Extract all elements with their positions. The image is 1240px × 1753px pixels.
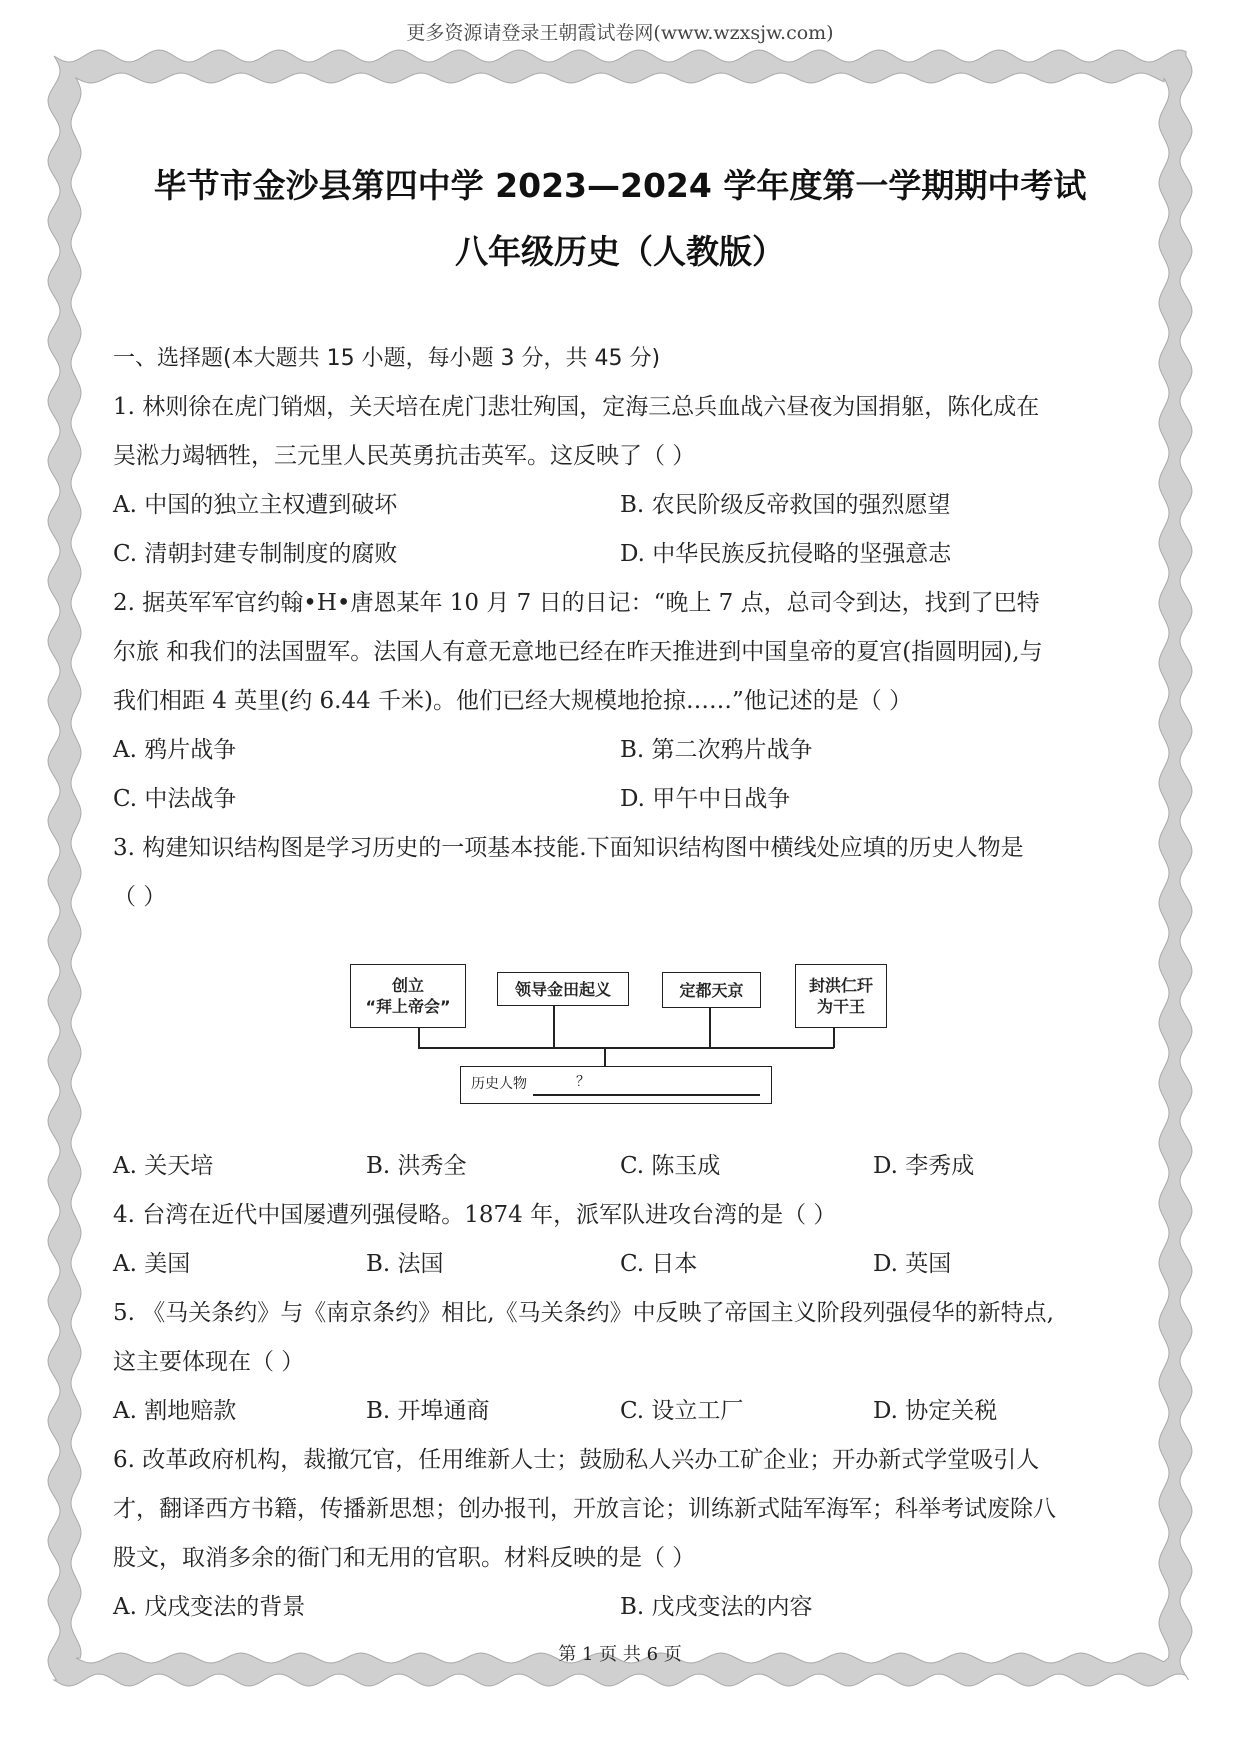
diagram-box-text: 封洪仁玕	[808, 976, 873, 995]
option-c: C. 设立工厂	[620, 1398, 744, 1424]
option-b: B. 第二次鸦片战争	[620, 737, 813, 763]
knowledge-structure-diagram	[113, 922, 1128, 1142]
option-a: A. 关天培	[113, 1153, 214, 1179]
option-b: B. 农民阶级反帝救国的强烈愿望	[620, 492, 951, 518]
diagram-answer-label: 历史人物	[471, 1076, 527, 1092]
option-a: A. 戊戌变法的背景	[113, 1594, 306, 1620]
option-b: B. 开埠通商	[366, 1398, 490, 1424]
option-a: A. 鸦片战争	[113, 737, 237, 763]
option-c: C. 中法战争	[113, 786, 237, 812]
question-1	[113, 383, 1128, 579]
question-content	[113, 334, 1128, 1632]
connector-line	[418, 1028, 420, 1048]
diagram-box-tianjing	[662, 972, 761, 1008]
diagram-answer-box	[460, 1066, 772, 1104]
diagram-question-mark: ？	[576, 1074, 590, 1090]
question-text: 才，翻译西方书籍，传播新思想；创办报刊，开放言论；训练新式陆军海军；科举考试废除八	[113, 1496, 1056, 1522]
connector-line	[553, 1006, 555, 1048]
question-text: 1. 林则徐在虎门销烟，关天培在虎门悲壮殉国，定海三总兵血战六昼夜为国捐躯，陈化成在	[113, 394, 1040, 420]
diagram-box-text: “拜上帝会”	[365, 997, 451, 1016]
header-note: 更多资源请登录王朝霞试卷网(www.wzxsjw.com)	[406, 22, 834, 44]
option-b: B. 洪秀全	[366, 1153, 467, 1179]
diagram-box-hong-rengan	[795, 964, 887, 1028]
option-b: B. 法国	[366, 1251, 444, 1277]
diagram-box-bai-shang-di-hui	[350, 964, 466, 1028]
page-footer: 第 1 页 共 6 页	[558, 1644, 682, 1665]
question-text: 6. 改革政府机构，裁撤冗官，任用维新人士；鼓励私人兴办工矿企业；开办新式学堂吸引人	[113, 1447, 1040, 1473]
question-text: 3. 构建知识结构图是学习历史的一项基本技能.下面知识结构图中横线处应填的历史人物是	[113, 835, 1024, 861]
answer-blank-line	[533, 1094, 760, 1096]
question-text: （ ）	[113, 884, 167, 910]
question-6	[113, 1436, 1128, 1632]
question-text: 5. 《马关条约》与《南京条约》相比,《马关条约》中反映了帝国主义阶段列强侵华的新特点,	[113, 1300, 1054, 1326]
option-a: A. 割地赔款	[113, 1398, 237, 1424]
option-c: C. 陈玉成	[620, 1153, 721, 1179]
question-text: 吴淞力竭牺牲，三元里人民英勇抗击英军。这反映了（ ）	[113, 443, 696, 469]
diagram-box-text: 创立	[391, 976, 424, 995]
option-d: D. 李秀成	[873, 1153, 975, 1179]
connector-line	[604, 1047, 606, 1067]
option-a: A. 中国的独立主权遭到破坏	[113, 492, 398, 518]
question-text: 尔旅 和我们的法国盟军。法国人有意无意地已经在昨天推进到中国皇帝的夏宫(指圆明园),与	[113, 639, 1043, 665]
diagram-box-text: 为干王	[816, 997, 865, 1016]
option-a: A. 美国	[113, 1251, 191, 1277]
question-4	[113, 1191, 1128, 1289]
option-d: D. 甲午中日战争	[620, 786, 791, 812]
option-b: B. 戊戌变法的内容	[620, 1594, 813, 1620]
question-text: 我们相距 4 英里(约 6.44 千米)。他们已经大规模地抢掠……”他记述的是（ ）	[113, 688, 913, 714]
question-2	[113, 579, 1128, 824]
option-d: D. 中华民族反抗侵略的坚强意志	[620, 541, 952, 567]
connector-line	[833, 1028, 835, 1048]
question-5	[113, 1289, 1128, 1436]
question-text: 2. 据英军军官约翰•H•唐恩某年 10 月 7 日的日记：“晚上 7 点，总司令到达，找到了巴特	[113, 590, 1040, 616]
option-d: D. 协定关税	[873, 1398, 998, 1424]
option-d: D. 英国	[873, 1251, 952, 1277]
question-3	[113, 824, 1128, 1191]
question-text: 这主要体现在（ ）	[113, 1349, 305, 1375]
option-c: C. 清朝封建专制制度的腐败	[113, 541, 398, 567]
diagram-box-jintian-uprising	[497, 972, 629, 1006]
question-text: 4. 台湾在近代中国屡遭列强侵略。1874 年，派军队进攻台湾的是（ ）	[113, 1202, 837, 1228]
connector-line	[418, 1047, 834, 1049]
question-text: 股文，取消多余的衙门和无用的官职。材料反映的是（ ）	[113, 1545, 696, 1571]
exam-subtitle: 八年级历史（人教版）	[455, 232, 785, 271]
diagram-box-text: 定都天京	[679, 980, 744, 1000]
connector-line	[709, 1008, 711, 1048]
section-title: 一、选择题(本大题共 15 小题，每小题 3 分，共 45 分)	[113, 346, 661, 371]
option-c: C. 日本	[620, 1251, 698, 1277]
diagram-box-text: 领导金田起义	[514, 979, 611, 999]
exam-title: 毕节市金沙县第四中学 2023—2024 学年度第一学期期中考试	[153, 166, 1087, 205]
